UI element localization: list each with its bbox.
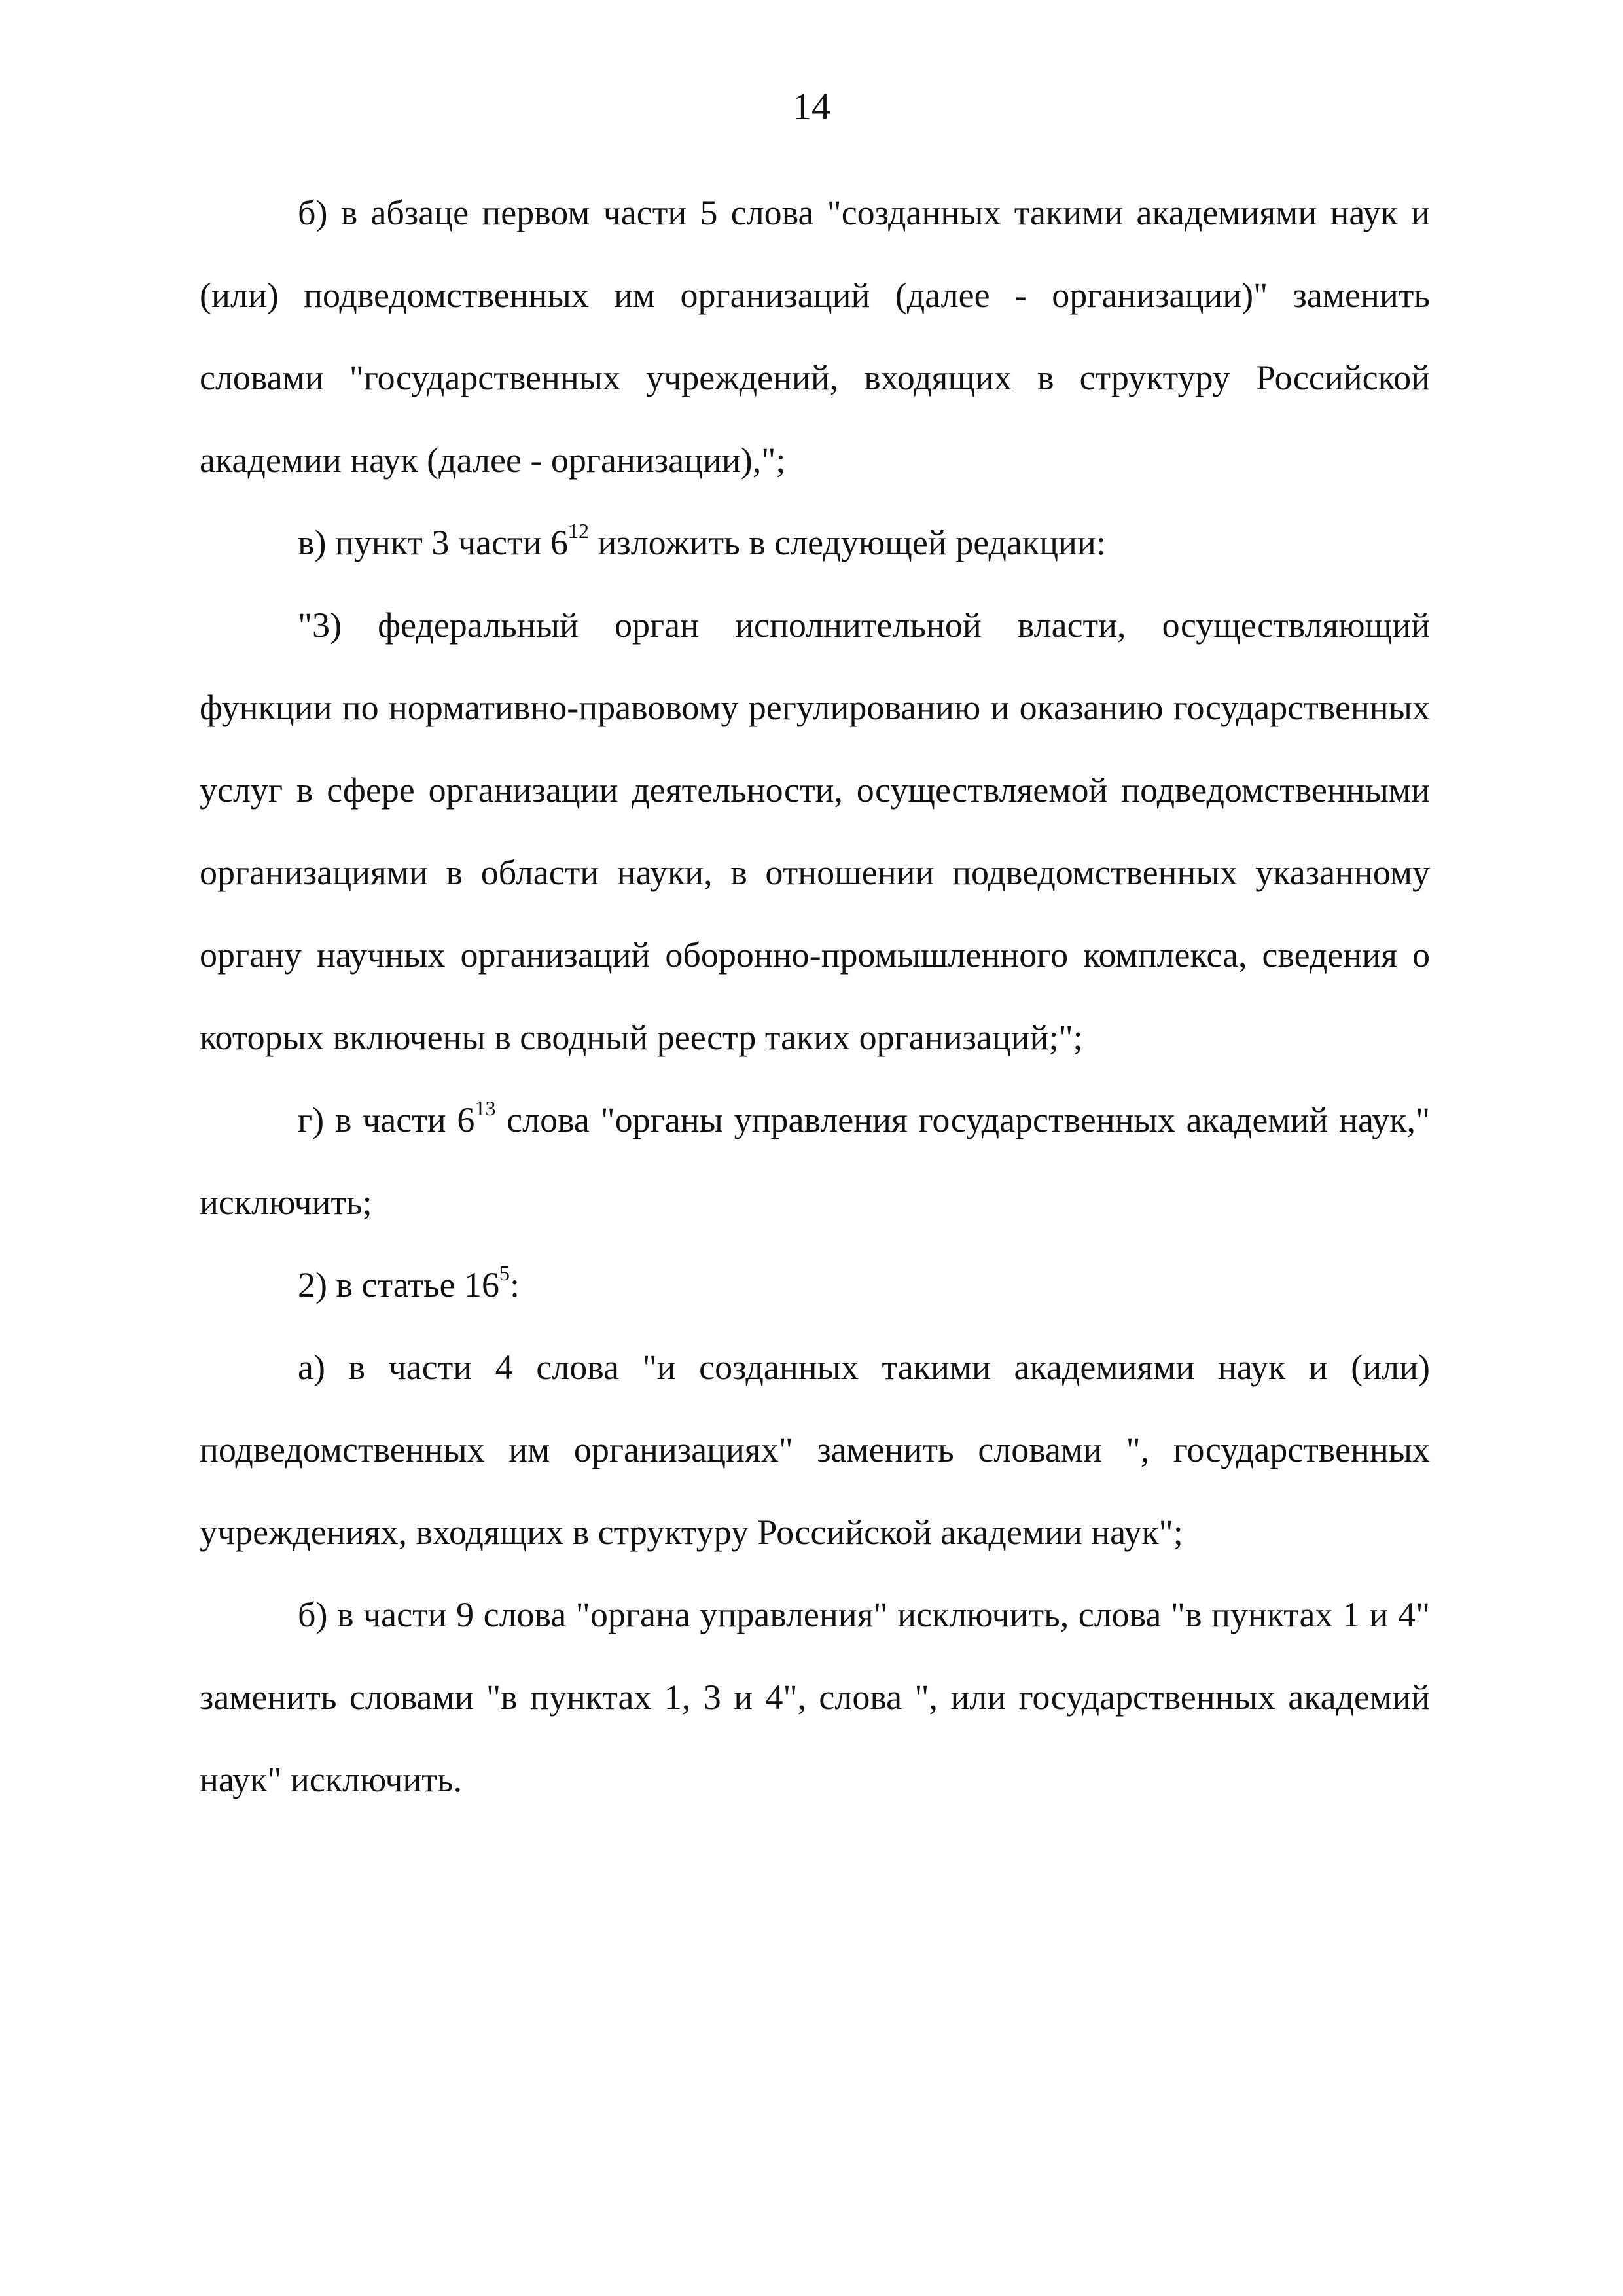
document-body [200, 171, 1430, 1821]
paragraph-text: слова "органы управления государственных академий наук," исключить; [200, 1100, 1430, 1222]
paragraph-text: : [509, 1265, 520, 1304]
superscript-index: 13 [474, 1096, 496, 1120]
paragraph-item-g-part-6-13 [200, 1079, 1430, 1244]
paragraph-text: 2) в статье 16 [298, 1265, 499, 1304]
paragraph-text: в) пункт 3 части 6 [298, 523, 568, 562]
page-number: 14 [793, 85, 830, 128]
paragraph-item-v-part-6-12 [200, 501, 1430, 584]
paragraph-item-b-part-9: б) в части 9 слова "органа управления" исключить, слова "в пунктах 1 и 4" заменить словами "в пунктах 1, 3 и 4", слова ", или государственных академий наук" исключить. [200, 1595, 1430, 1799]
paragraph-item-a-part-4: а) в части 4 слова "и созданных такими академиями наук и (или) подведомственных им организациях" заменить словами ", государственных учреждениях, входящих в структуру Российской академии наук"; [200, 1348, 1430, 1552]
paragraph-text: изложить в следующей редакции: [589, 523, 1106, 562]
paragraph-item-2-article-16-5 [200, 1244, 1430, 1326]
paragraph-text: г) в части 6 [298, 1100, 475, 1139]
superscript-index: 12 [568, 519, 589, 543]
paragraph-quoted-point-3: "3) федеральный орган исполнительной власти, осуществляющий функции по нормативно-правовому регулированию и оказанию государственных услуг в сфере организации деятельности, осуществляемой подведомственными организациями в области науки, в отношении подведомственных указанному органу научных организаций оборонно-промышленного комплекса, сведения о которых включены в сводный реестр таких организаций;"; [200, 605, 1430, 1057]
superscript-index: 5 [499, 1261, 510, 1285]
paragraph-item-b-part-5: б) в абзаце первом части 5 слова "созданных такими академиями наук и (или) подведомственных им организаций (далее - организации)" заменить словами "государственных учреждений, входящих в структуру Российской академии наук (далее - организации),"; [200, 193, 1430, 480]
